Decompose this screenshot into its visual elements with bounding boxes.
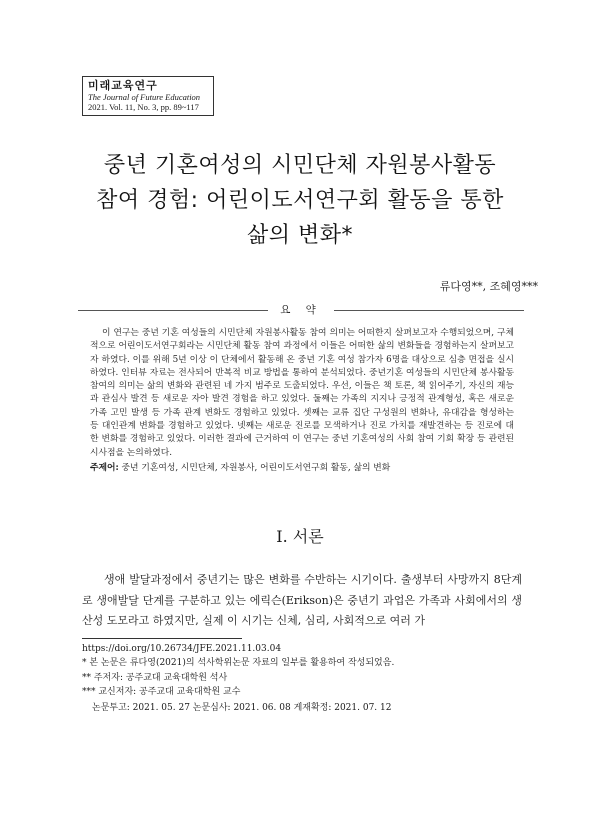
body-text bbox=[82, 570, 522, 632]
abstract-text: 이 연구는 중년 기혼 여성들의 시민단체 자원봉사활동 참여 의미는 어떠한지 살펴보고자 수행되었으며, 구체적으로 어린이도서연구회라는 시민단체 활동 참여 과정에서 이들은 어떠한 삶의 변화들을 경험하는지 살펴보고자 하였다. 이를 위해 5년 이상 이 단체에서 활동해 온 중년 기혼 여성 참가자 6명을 대상으로 심층 면접을 실시하였다. 인터뷰 자료는 전사되어 반복적 비교 방법을 통하여 분석되었다. 중년기혼 여성들의 시민단체 봉사활동 참여의 의미는 삶의 변화와 관련된 네 가지 범주로 도출되었다. 우선, 이들은 책 토론, 책 읽어주기, 자신의 재능과 관심사 발견 등 새로운 자아 발견 경험을 하고 있었다. 둘째는 가족의 지지나 긍정적 관계형성, 혹은 새로운 가족 고민 발생 등 가족 관계 변화도 경험하고 있었다. 셋째는 교류 집단 구성원의 변화나, 유대감을 형성하는 등 대인관계 변화를 경험하고 있었다. 넷째는 새로운 진로를 모색하거나 진로 가치를 재발견하는 등 진로에 대한 변화를 경험하고 있었다. 이러한 결과에 근거하여 이 연구는 중년 기혼여성의 사회 참여 기회 확장 등 관련된 시사점을 논의하였다. bbox=[90, 328, 514, 458]
submission-dates: 논문투고: 2021. 05. 27 논문심사: 2021. 06. 08 게재확정: 2021. 07. 12 bbox=[92, 703, 392, 714]
footnotes bbox=[82, 642, 542, 715]
journal-volume-info: 2021. Vol. 11, No. 3, pp. 89~117 bbox=[88, 102, 199, 112]
paper-title bbox=[60, 148, 540, 253]
footnote-divider bbox=[82, 638, 242, 639]
keywords-label: 주제어: bbox=[90, 463, 119, 473]
section-title: I. 서론 bbox=[276, 527, 324, 546]
keywords bbox=[90, 462, 514, 475]
abstract bbox=[90, 327, 514, 460]
abstract-heading-bar bbox=[78, 302, 524, 318]
title-line-1: 중년 기혼여성의 시민단체 자원봉사활동 bbox=[103, 153, 497, 178]
title-line-2: 참여 경험: 어린이도서연구회 활동을 통한 bbox=[96, 188, 504, 213]
footnote-3: *** 교신저자: 공주교대 교육대학원 교수 bbox=[82, 686, 241, 697]
journal-info-box bbox=[82, 76, 214, 116]
authors: 류다영**, 조혜영*** bbox=[439, 280, 538, 293]
journal-english-name: The Journal of Future Education bbox=[88, 92, 201, 102]
title-line-3: 삶의 변화* bbox=[246, 223, 353, 248]
footnote-1: * 본 논문은 류다영(2021)의 석사학위논문 자료의 일부를 활용하여 작성되었음. bbox=[82, 658, 395, 669]
body-paragraph: 생애 발달과정에서 중년기는 많은 변화를 수반하는 시기이다. 출생부터 사망까지 8단계로 생애발달 단계를 구분하고 있는 에릭슨(Erikson)은 중년기 과업은 가족과 사회에서의 생산성 도모라고 하였지만, 실제 이 시기는 신체, 심리, 사회적으로 여러 가 bbox=[82, 573, 522, 627]
journal-name: 미래교육연구 bbox=[88, 79, 158, 92]
abstract-rule-right bbox=[334, 310, 524, 311]
footnote-2: ** 주저자: 공주교대 교육대학원 석사 bbox=[82, 672, 228, 683]
doi-link[interactable]: https://doi.org/10.26734/JFE.2021.11.03.04 bbox=[82, 644, 282, 654]
keywords-text: 중년 기혼여성, 시민단체, 자원봉사, 어린이도서연구회 활동, 삶의 변화 bbox=[121, 463, 391, 473]
abstract-heading: 요 약 bbox=[280, 304, 322, 316]
